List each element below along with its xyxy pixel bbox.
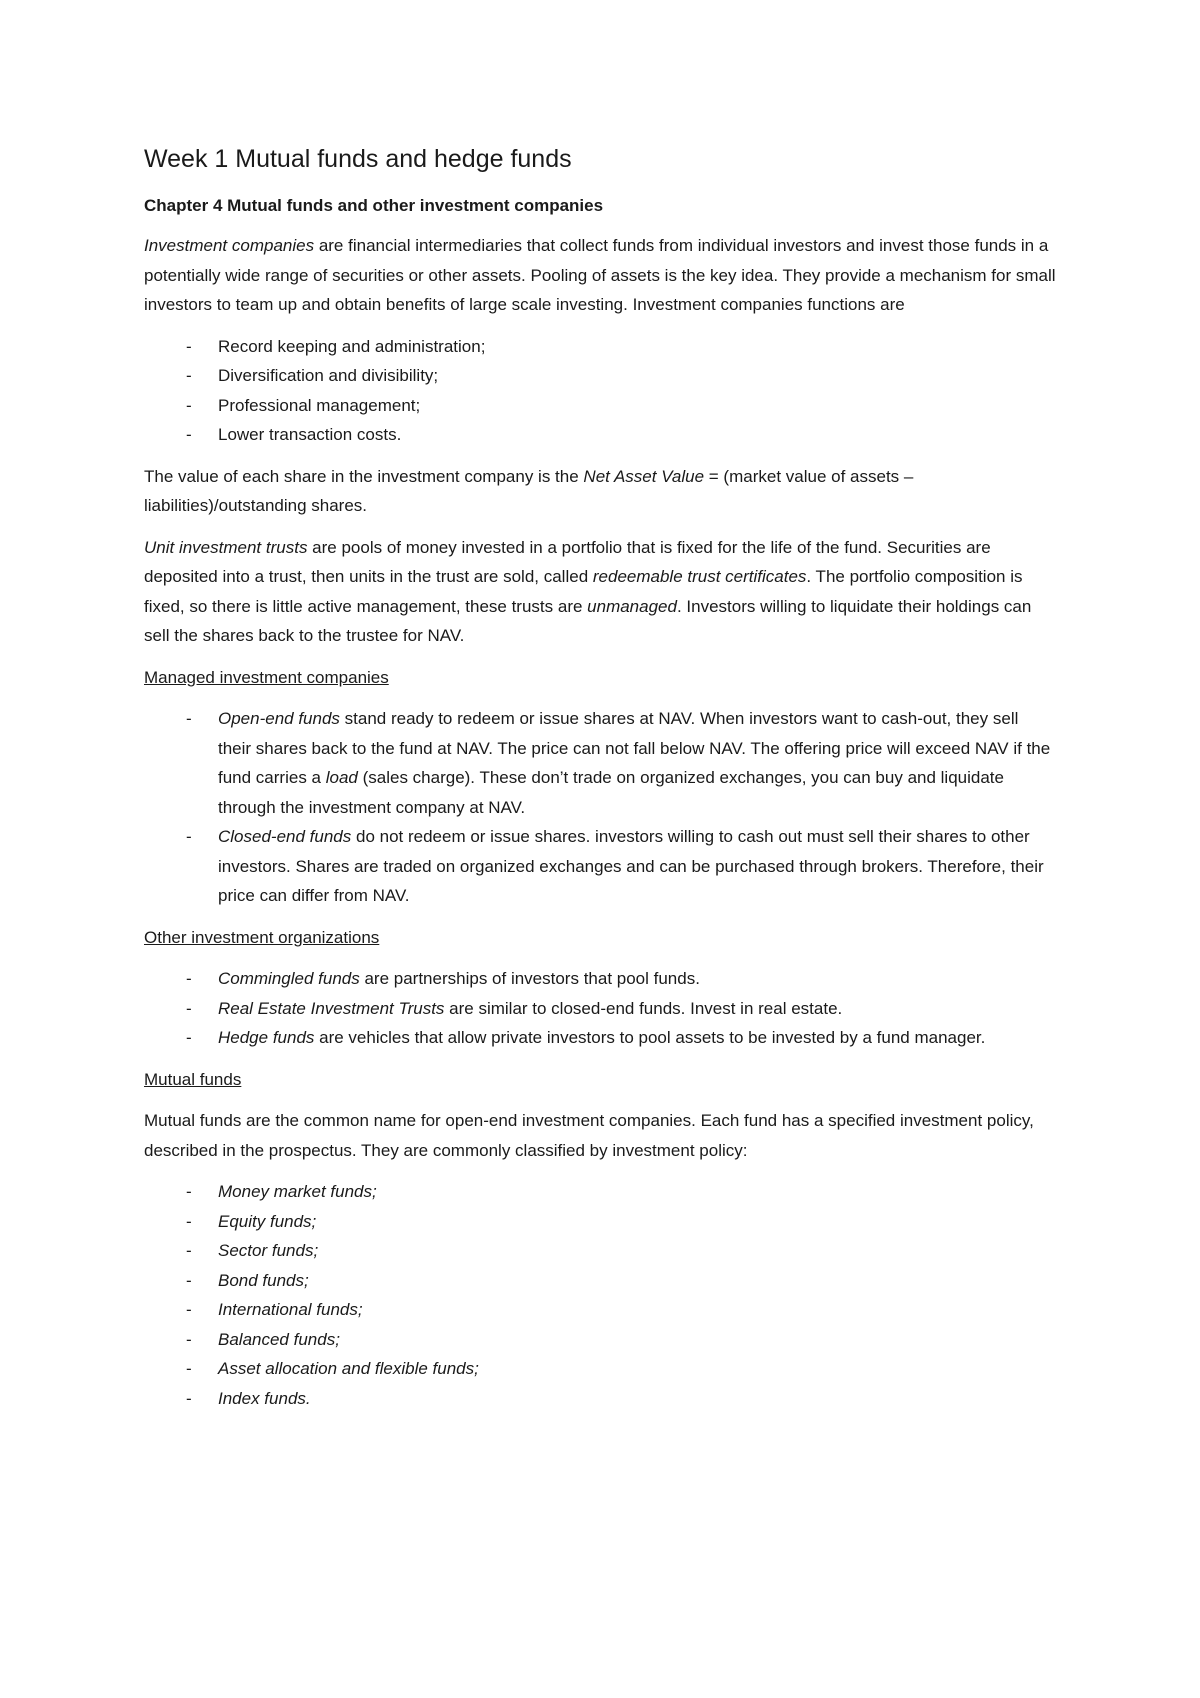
other-list [144,964,1056,1053]
intro-text: are financial intermediaries that collect funds from individual investors and invest those funds in a potentially wide range of securities or other assets. Pooling of assets is the key idea. They provide a mechanism for small investors to team up and obtain benefits of large scale investing. Investment companies functions are [144,236,1056,314]
dash-bullet: - [186,1211,192,1231]
mutual-types-list [144,1177,1056,1413]
list-item-text: Professional management; [218,395,421,415]
term-reits: Real Estate Investment Trusts [218,998,445,1018]
document-page [144,142,1056,1425]
dash-bullet: - [186,366,192,385]
mutual-paragraph: Mutual funds are the common name for open-end investment companies. Each fund has a specified investment policy, described in the prospectus. They are commonly classified by investment policy: [144,1111,1034,1160]
dash-bullet: - [186,827,192,846]
dash-bullet: - [186,1182,192,1201]
term-net-asset-value: Net Asset Value [583,466,705,486]
list-item [144,964,1056,994]
list-item-text: are vehicles that allow private investors to pool assets to be invested by a fund manager. [314,1028,986,1047]
list-item [144,1325,1056,1355]
list-item [144,391,1056,421]
nav-text-after: = (market value of assets – liabilities)/outstanding shares. [144,466,914,515]
term-unmanaged: unmanaged [587,596,677,616]
list-item [144,361,1056,391]
term-commingled-funds: Commingled funds [218,969,360,988]
chapter-heading: Chapter 4 Mutual funds and other investment companies [144,196,604,215]
term-hedge-funds: Hedge funds [218,1028,315,1047]
term-redeemable-trust-certificates: redeemable trust certificates [592,567,807,586]
term-unit-investment-trusts: Unit investment trusts [144,537,308,557]
list-item-text: International funds; [218,1300,363,1319]
list-item [144,1384,1056,1414]
uit-paragraph [144,533,1056,651]
uit-text-3: . Investors willing to liquidate their holdings can sell the shares back to the trustee for NAV. [144,596,1032,645]
term-load: load [325,768,358,787]
list-item-text: Sector funds; [218,1241,319,1260]
list-item [144,1354,1056,1384]
dash-bullet: - [186,1329,192,1349]
nav-text-before: The value of each share in the investment company is the [144,466,584,486]
dash-bullet: - [186,1270,192,1290]
list-item-text: Money market funds; [218,1182,377,1201]
uit-text-2: . The portfolio composition is fixed, so there is little active management, these trusts are [144,567,1023,616]
dash-bullet: - [186,1359,192,1378]
list-item [144,1023,1056,1053]
list-item-text: (sales charge). These don’t trade on organized exchanges, you can buy and liquidate through the investment company at NAV. [218,768,1004,817]
list-item-text: Asset allocation and flexible funds; [218,1359,479,1378]
list-item [144,1177,1056,1207]
list-item [144,822,1056,911]
list-item-text: do not redeem or issue shares. investors willing to cash out must sell their shares to other investors. Shares are traded on organized exchanges and can be purchased through brokers. Therefore, their price can differ from NAV. [218,827,1044,905]
nav-paragraph [144,462,1056,521]
dash-bullet: - [186,425,192,444]
uit-text-1: are pools of money invested in a portfolio that is fixed for the life of the fund. Securities are deposited into a trust, then units in the trust are sold, called [144,537,991,586]
list-item-text: Lower transaction costs. [218,425,402,444]
dash-bullet: - [186,709,192,728]
dash-bullet: - [186,1241,192,1260]
list-item [144,704,1056,822]
term-open-end-funds: Open-end funds [218,709,340,728]
list-item [144,332,1056,362]
list-item-text: Equity funds; [218,1211,317,1231]
list-item-text: are similar to closed-end funds. Invest in real estate. [444,998,843,1018]
list-item-text: Bond funds; [218,1270,309,1290]
document-title: Week 1 Mutual funds and hedge funds [144,145,572,173]
list-item-text: Record keeping and administration; [218,336,486,356]
list-item [144,1266,1056,1296]
dash-bullet: - [186,336,192,356]
other-heading: Other investment organizations [144,927,380,947]
list-item-text: stand ready to redeem or issue shares at NAV. When investors want to cash-out, they sell their shares back to the fund at NAV. The price can not fall below NAV. The offering price will exceed NAV if the fund carries a [218,709,1051,787]
functions-list [144,332,1056,450]
dash-bullet: - [186,1300,192,1319]
intro-paragraph [144,231,1056,320]
mutual-heading: Mutual funds [144,1069,242,1089]
list-item [144,1207,1056,1237]
dash-bullet: - [186,1028,192,1047]
list-item-text: Diversification and divisibility; [218,366,439,385]
dash-bullet: - [186,969,192,988]
list-item [144,994,1056,1024]
list-item-text: are partnerships of investors that pool funds. [359,969,700,988]
list-item [144,420,1056,450]
dash-bullet: - [186,998,192,1018]
list-item-text: Balanced funds; [218,1329,340,1349]
list-item [144,1295,1056,1325]
managed-heading: Managed investment companies [144,667,389,687]
managed-list [144,704,1056,911]
term-investment-companies: Investment companies [144,236,315,255]
dash-bullet: - [186,395,192,415]
list-item-text: Index funds. [218,1388,311,1408]
list-item [144,1236,1056,1266]
dash-bullet: - [186,1388,192,1408]
term-closed-end-funds: Closed-end funds [218,827,352,846]
